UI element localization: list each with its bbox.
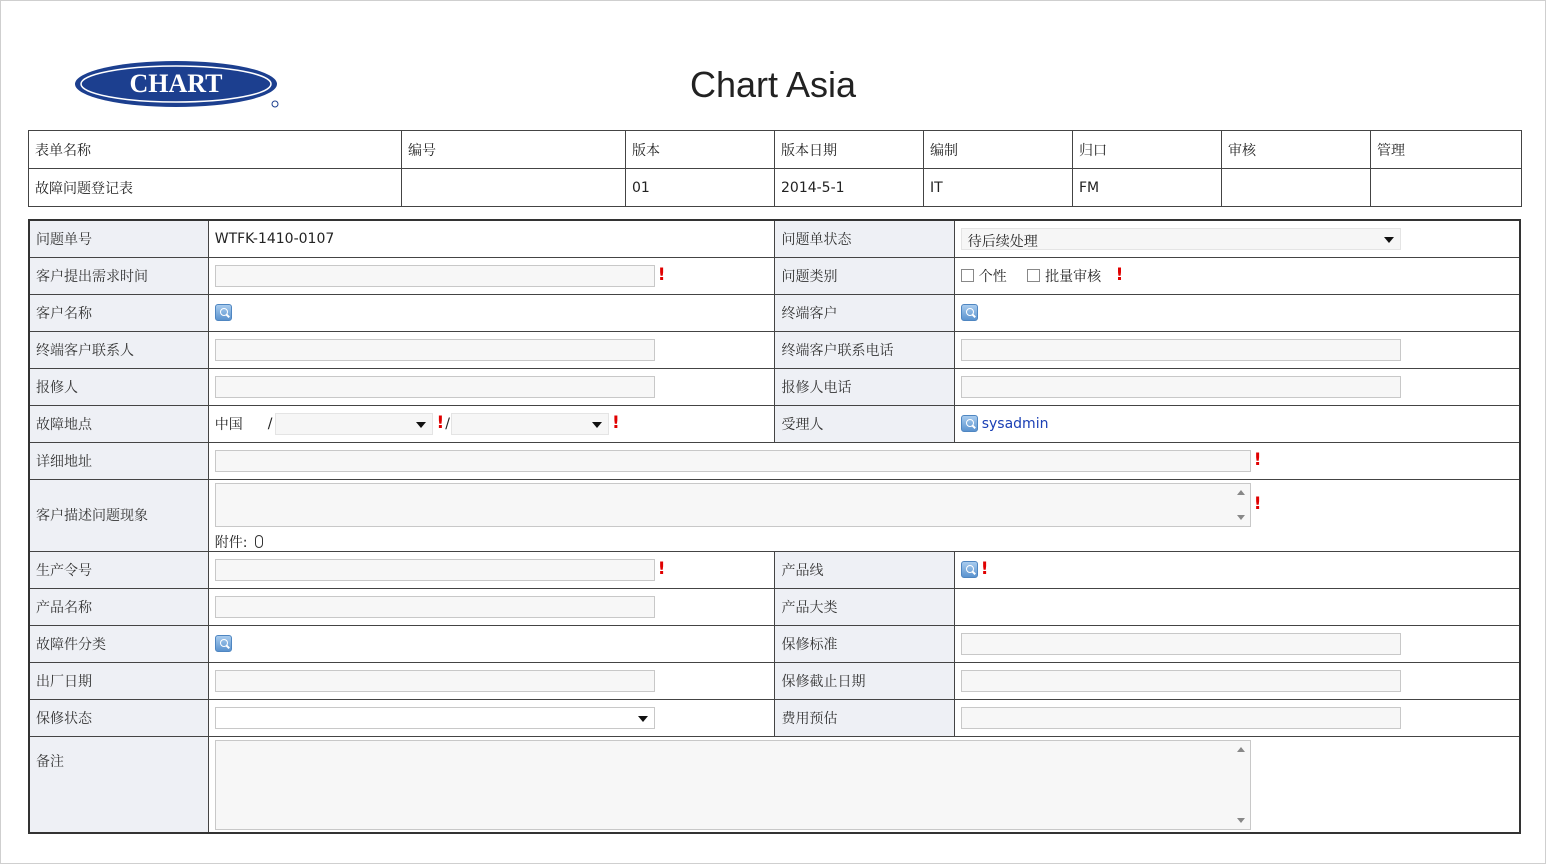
request-time-label: 客户提出需求时间 bbox=[29, 257, 208, 294]
warranty-std-input[interactable] bbox=[961, 633, 1401, 655]
cost-estimate-input[interactable] bbox=[961, 707, 1401, 729]
form-meta-table bbox=[28, 130, 1522, 207]
product-major-label: 产品大类 bbox=[775, 588, 954, 625]
form-row bbox=[29, 625, 1520, 662]
paperclip-icon[interactable] bbox=[255, 535, 263, 548]
location-label: 故障地点 bbox=[29, 405, 208, 442]
required-icon: ! bbox=[657, 265, 666, 285]
reporter-label: 报修人 bbox=[29, 368, 208, 405]
remarks-textarea[interactable] bbox=[215, 740, 1251, 830]
required-icon: ! bbox=[436, 413, 445, 433]
end-phone-label: 终端客户联系电话 bbox=[775, 331, 954, 368]
search-icon[interactable] bbox=[215, 635, 232, 652]
meta-value-cell: 01 bbox=[626, 169, 775, 207]
form-row bbox=[29, 405, 1520, 442]
description-label: 客户描述问题现象 bbox=[29, 479, 208, 551]
meta-value-row bbox=[29, 169, 1522, 207]
chevron-down-icon bbox=[638, 716, 648, 722]
end-customer-label: 终端客户 bbox=[775, 294, 954, 331]
end-contact-cell bbox=[208, 331, 775, 368]
meta-value-cell bbox=[1222, 169, 1371, 207]
end-contact-input[interactable] bbox=[215, 339, 655, 361]
form-row bbox=[29, 368, 1520, 405]
chevron-down-icon bbox=[416, 422, 426, 428]
page-title: Chart Asia bbox=[689, 64, 857, 105]
reporter-phone-input[interactable] bbox=[961, 376, 1401, 398]
required-icon: ! bbox=[1253, 494, 1262, 514]
province-select[interactable] bbox=[275, 413, 433, 435]
assignee-cell bbox=[954, 405, 1520, 442]
form-row bbox=[29, 699, 1520, 736]
meta-header-cell: 版本 bbox=[626, 131, 775, 169]
customer-name-cell bbox=[208, 294, 775, 331]
meta-header-cell: 归口 bbox=[1073, 131, 1222, 169]
end-phone-input[interactable] bbox=[961, 339, 1401, 361]
warranty-std-label: 保修标准 bbox=[775, 625, 954, 662]
required-icon: ! bbox=[611, 413, 620, 433]
category-batch-label: 批量审核 bbox=[1045, 268, 1102, 285]
factory-date-input[interactable] bbox=[215, 670, 655, 692]
product-name-label: 产品名称 bbox=[29, 588, 208, 625]
cost-estimate-label: 费用预估 bbox=[775, 699, 954, 736]
reporter-phone-cell bbox=[954, 368, 1520, 405]
description-cell bbox=[208, 479, 1520, 551]
form-row bbox=[29, 331, 1520, 368]
category-label: 问题类别 bbox=[775, 257, 954, 294]
fault-part-label: 故障件分类 bbox=[29, 625, 208, 662]
meta-header-cell: 管理 bbox=[1371, 131, 1522, 169]
category-individual-checkbox[interactable] bbox=[961, 269, 974, 282]
form-row bbox=[29, 736, 1520, 833]
warranty-status-label: 保修状态 bbox=[29, 699, 208, 736]
required-icon: ! bbox=[657, 559, 666, 579]
location-separator: / bbox=[445, 415, 450, 432]
category-individual-label: 个性 bbox=[978, 268, 1007, 285]
required-icon: ! bbox=[1253, 450, 1262, 470]
meta-value-cell: 故障问题登记表 bbox=[29, 169, 402, 207]
location-country: 中国 bbox=[214, 416, 243, 433]
meta-header-cell: 编制 bbox=[924, 131, 1073, 169]
factory-date-label: 出厂日期 bbox=[29, 662, 208, 699]
status-selected-value: 待后续处理 bbox=[967, 233, 1038, 250]
category-cell bbox=[954, 257, 1520, 294]
form-row bbox=[29, 442, 1520, 479]
form-row bbox=[29, 257, 1520, 294]
product-major-cell bbox=[954, 588, 1520, 625]
attachment-label: 附件: bbox=[214, 534, 248, 551]
search-icon[interactable] bbox=[215, 304, 232, 321]
production-no-label: 生产令号 bbox=[29, 551, 208, 588]
city-select[interactable] bbox=[451, 413, 609, 435]
search-icon[interactable] bbox=[961, 415, 978, 432]
category-batch-checkbox[interactable] bbox=[1027, 269, 1040, 282]
cost-estimate-cell bbox=[954, 699, 1520, 736]
chevron-down-icon bbox=[592, 422, 602, 428]
fault-registration-form bbox=[28, 219, 1521, 834]
remarks-cell bbox=[208, 736, 1520, 833]
assignee-link[interactable]: sysadmin bbox=[981, 415, 1049, 432]
scroll-up-icon[interactable] bbox=[1237, 747, 1245, 752]
description-textarea[interactable] bbox=[215, 483, 1251, 527]
customer-name-label: 客户名称 bbox=[29, 294, 208, 331]
end-phone-cell bbox=[954, 331, 1520, 368]
search-icon[interactable] bbox=[961, 561, 978, 578]
warranty-status-cell bbox=[208, 699, 775, 736]
form-row bbox=[29, 220, 1520, 257]
address-input[interactable] bbox=[215, 450, 1251, 472]
meta-value-cell: IT bbox=[924, 169, 1073, 207]
meta-value-cell bbox=[402, 169, 626, 207]
location-separator: / bbox=[267, 415, 273, 432]
product-name-input[interactable] bbox=[215, 596, 655, 618]
meta-header-cell: 编号 bbox=[402, 131, 626, 169]
meta-header-cell: 版本日期 bbox=[775, 131, 924, 169]
reporter-phone-label: 报修人电话 bbox=[775, 368, 954, 405]
form-row bbox=[29, 551, 1520, 588]
chevron-down-icon bbox=[1384, 237, 1394, 243]
product-line-cell bbox=[954, 551, 1520, 588]
reporter-cell bbox=[208, 368, 775, 405]
form-row bbox=[29, 479, 1520, 551]
required-icon: ! bbox=[1115, 265, 1124, 285]
status-select[interactable] bbox=[961, 228, 1401, 250]
meta-value-cell bbox=[1371, 169, 1522, 207]
form-row bbox=[29, 294, 1520, 331]
meta-header-row bbox=[29, 131, 1522, 169]
product-name-cell bbox=[208, 588, 775, 625]
end-contact-label: 终端客户联系人 bbox=[29, 331, 208, 368]
status-label: 问题单状态 bbox=[775, 220, 954, 257]
meta-value-cell: FM bbox=[1073, 169, 1222, 207]
scroll-up-icon[interactable] bbox=[1237, 490, 1245, 495]
production-no-cell bbox=[208, 551, 775, 588]
ticket-no-label: 问题单号 bbox=[29, 220, 208, 257]
address-label: 详细地址 bbox=[29, 442, 208, 479]
warranty-end-input[interactable] bbox=[961, 670, 1401, 692]
search-icon[interactable] bbox=[961, 304, 978, 321]
meta-header-cell: 表单名称 bbox=[29, 131, 402, 169]
reporter-input[interactable] bbox=[215, 376, 655, 398]
address-cell bbox=[208, 442, 1520, 479]
location-cell bbox=[208, 405, 775, 442]
scroll-down-icon[interactable] bbox=[1237, 818, 1245, 823]
factory-date-cell bbox=[208, 662, 775, 699]
assignee-label: 受理人 bbox=[775, 405, 954, 442]
product-line-label: 产品线 bbox=[775, 551, 954, 588]
ticket-no-value: WTFK-1410-0107 bbox=[208, 220, 775, 257]
form-row bbox=[29, 588, 1520, 625]
svg-text:CHART: CHART bbox=[129, 69, 223, 98]
warranty-end-cell bbox=[954, 662, 1520, 699]
required-icon: ! bbox=[980, 559, 989, 579]
warranty-end-label: 保修截止日期 bbox=[775, 662, 954, 699]
meta-header-cell: 审核 bbox=[1222, 131, 1371, 169]
form-row bbox=[29, 662, 1520, 699]
fault-part-cell bbox=[208, 625, 775, 662]
warranty-std-cell bbox=[954, 625, 1520, 662]
scroll-down-icon[interactable] bbox=[1237, 515, 1245, 520]
remarks-label: 备注 bbox=[29, 736, 208, 833]
end-customer-cell bbox=[954, 294, 1520, 331]
warranty-status-select[interactable] bbox=[215, 707, 655, 729]
meta-value-cell: 2014-5-1 bbox=[775, 169, 924, 207]
request-time-cell bbox=[208, 257, 775, 294]
production-no-input[interactable] bbox=[215, 559, 655, 581]
status-cell bbox=[954, 220, 1520, 257]
request-time-input[interactable] bbox=[215, 265, 655, 287]
